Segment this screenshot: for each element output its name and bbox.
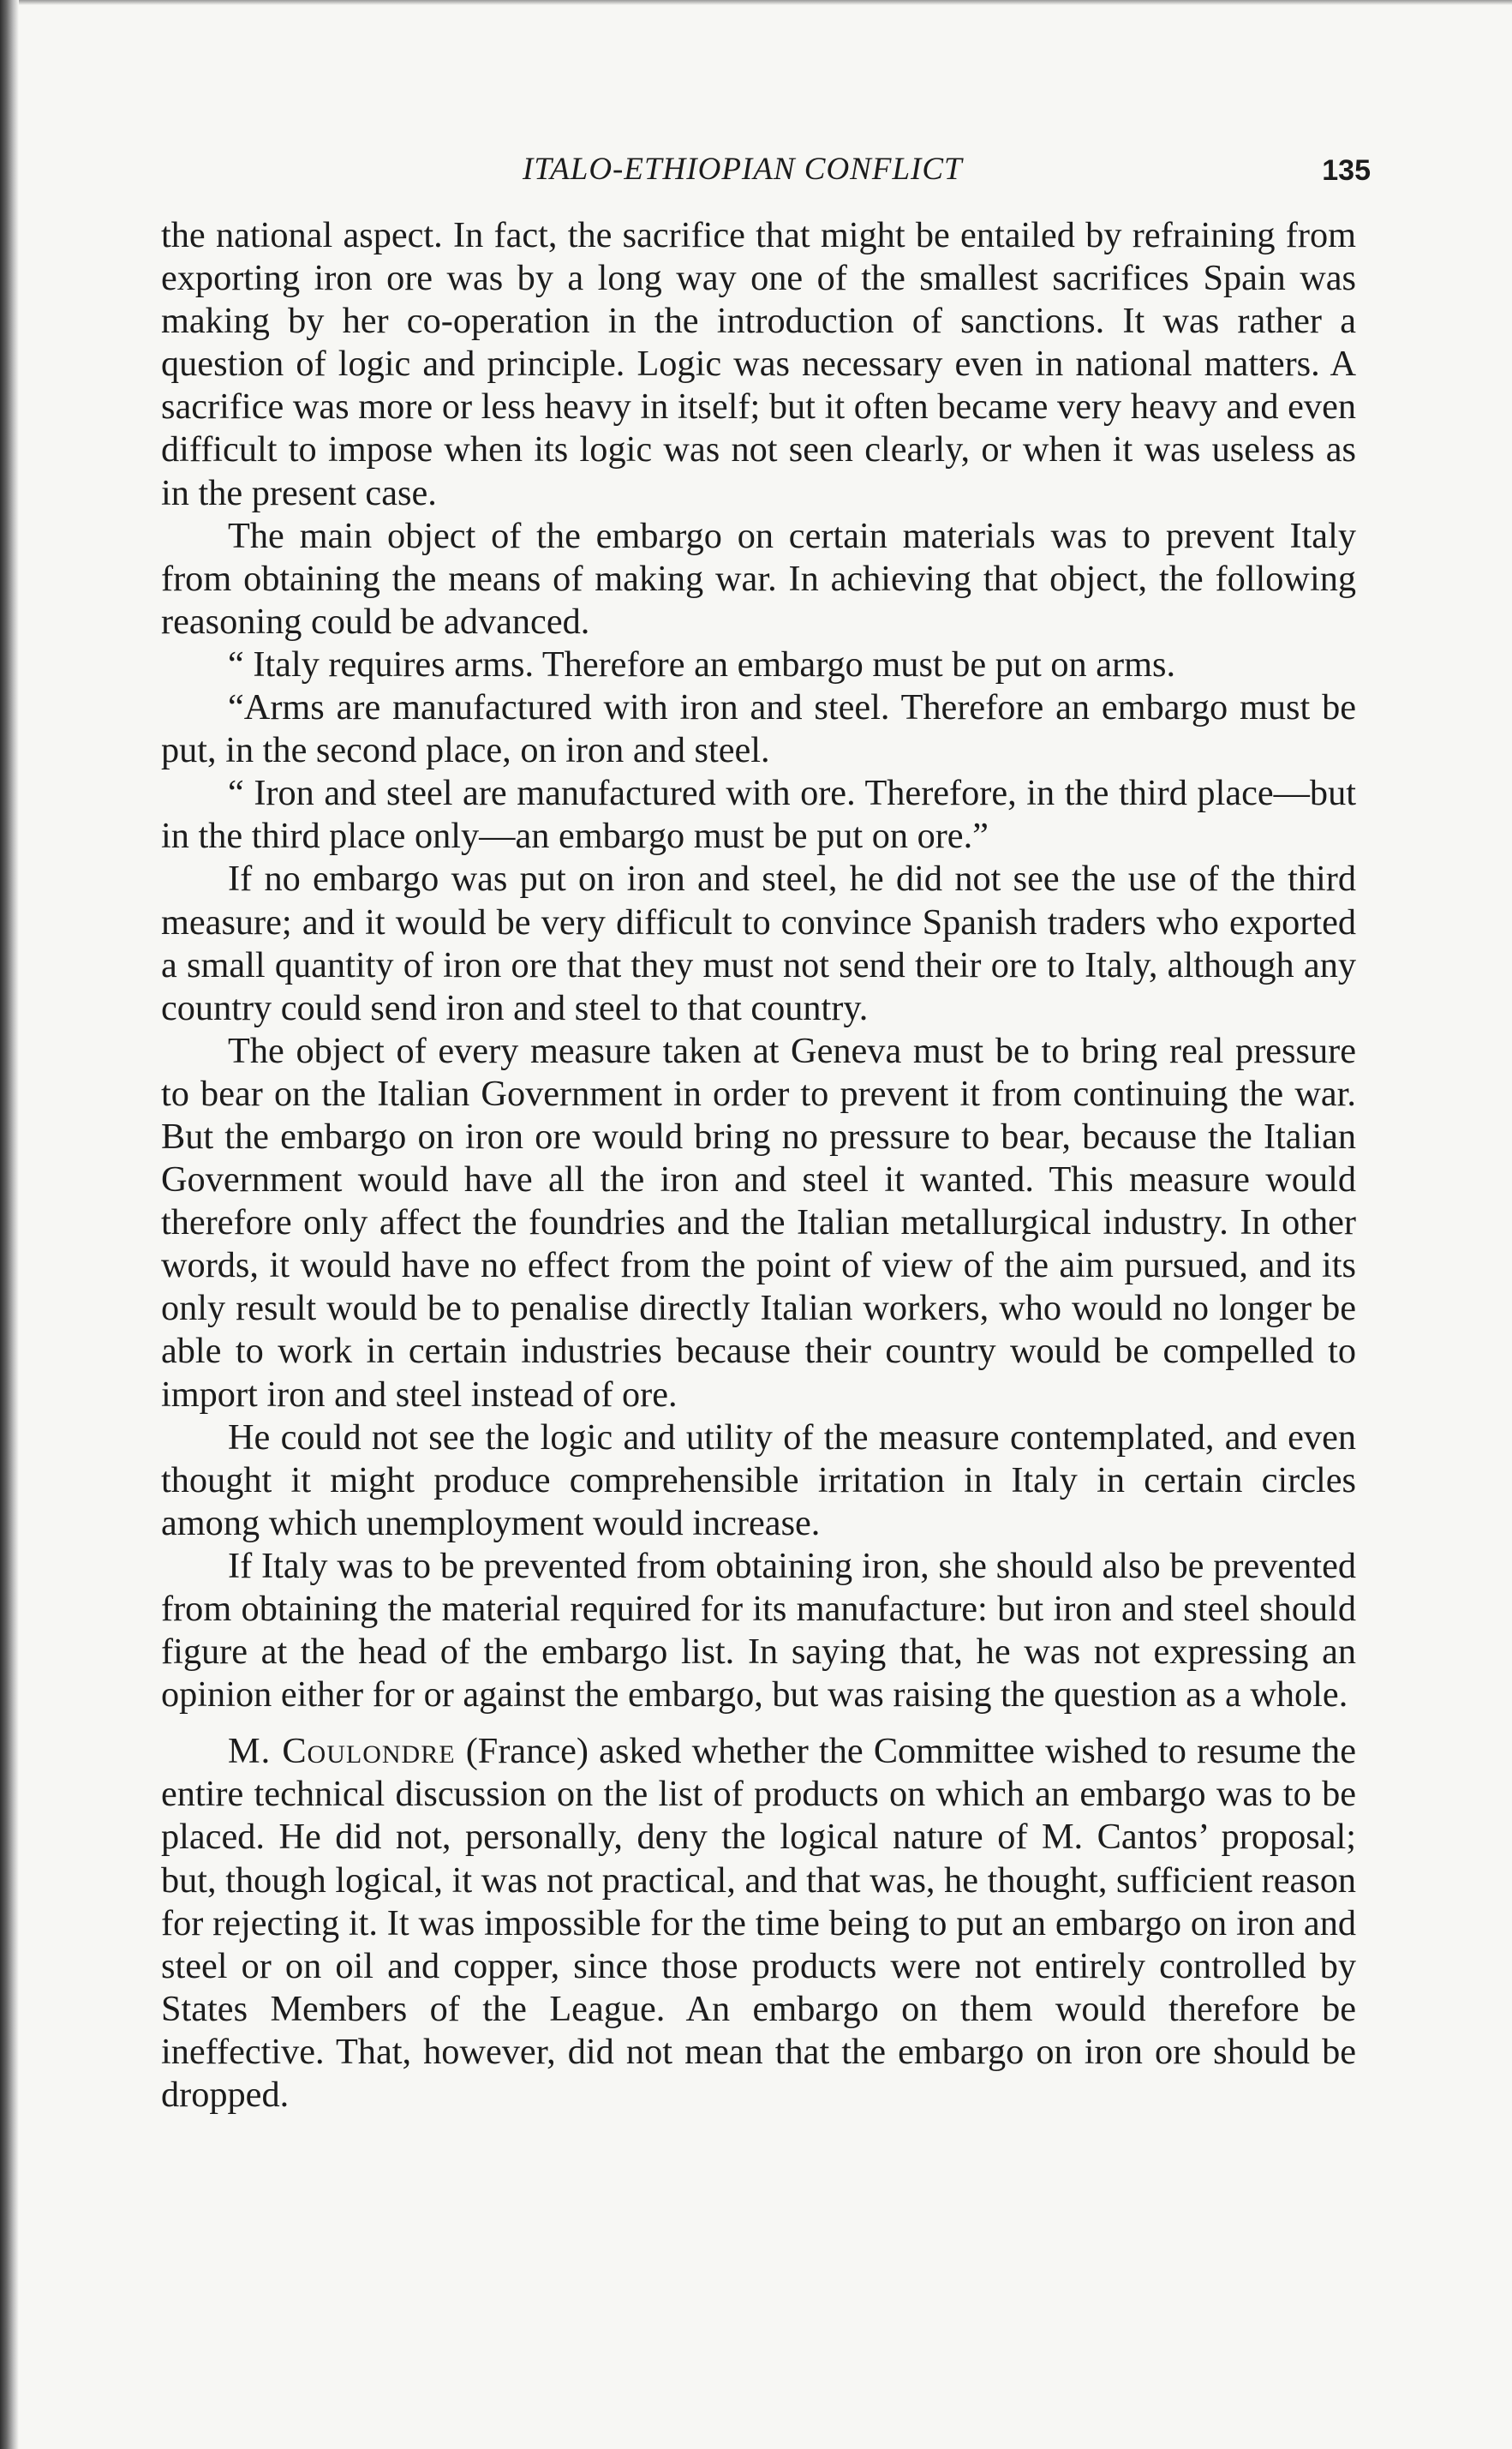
page-number: 135 [1322, 154, 1371, 187]
paragraph-3: “ Italy requires arms. Therefore an embargo must be put on arms. [228, 644, 1176, 685]
paragraph-10-text: (France) asked whether the Committee wished to resume the entire technical discussion on the list of products on which an embargo was to be placed. He did not, personally, deny the logical nature of M. Cantos’ proposal; but, though logical, it was not practical, and that was, he thought, sufficient reason for rejecting it. It was impossible for the time being to put an embargo on iron and steel or on oil and copper, since those products were not entirely controlled by States Members of the League. An embargo on them would therefore be ineffective. That, however, did not mean that the embargo on iron ore should be dropped. [161, 1731, 1356, 2116]
running-head [163, 151, 1371, 202]
paragraph-1: the national aspect. In fact, the sacrifice that might be entailed by refraining from exporting iron ore was by a long way one of the smallest sacrifices Spain was making by her co-operation in the introduction of sanctions. It was rather a question of logic and principle. Logic was necessary even in national matters. A sacrifice was more or less heavy in itself; but it often became very heavy and even difficult to impose when its logic was not seen clearly, or when it was useless as in the present case. [161, 215, 1356, 513]
running-title: ITALO-ETHIOPIAN CONFLICT [523, 152, 963, 187]
paragraph-5: “ Iron and steel are manufactured with ore. Therefore, in the third place—but in the third place only—an embargo must be put on ore.” [161, 773, 1356, 857]
page-top-edge [0, 0, 1512, 5]
paragraph-10 [161, 1730, 1356, 2117]
paragraph-9: If Italy was to be prevented from obtaining iron, she should also be prevented from obtaining the material required for its manufacture: but iron and steel should figure at the head of the embargo list. In saying that, he was not expressing an opinion either for or against the embargo, but was raising the question as a whole. [161, 1545, 1356, 1715]
page-binding-edge [0, 0, 19, 2449]
paragraph-2: The main object of the embargo on certain materials was to prevent Italy from obtaining the means of making war. In achieving that object, the following reasoning could be advanced. [161, 515, 1356, 642]
paragraph-6: If no embargo was put on iron and steel, he did not see the use of the third measure; and it would be very difficult to convince Spanish traders who exported a small quantity of iron ore that they must not send their ore to Italy, although any country could send iron and steel to that country. [161, 859, 1356, 1028]
paragraph-4: “Arms are manufactured with iron and steel. Therefore an embargo must be put, in the second place, on iron and steel. [161, 687, 1356, 771]
body-text [161, 214, 1356, 2117]
speaker-name: M. Coulondre [228, 1731, 456, 1772]
paragraph-7: The object of every measure taken at Geneva must be to bring real pressure to bear on the Italian Government in order to prevent it from continuing the war. But the embargo on iron ore would bring no pressure to bear, because the Italian Government would have all the iron and steel it wanted. This measure would therefore only affect the foundries and the Italian metallurgical industry. In other words, it would have no effect from the point of view of the aim pursued, and its only result would be to penalise directly Italian workers, who would no longer be able to work in certain industries because their country would be compelled to import iron and steel instead of ore. [161, 1030, 1356, 1415]
paragraph-8: He could not see the logic and utility of the measure contemplated, and even thought it might produce comprehensible irritation in Italy in certain circles among which unemployment would increase. [161, 1416, 1356, 1543]
